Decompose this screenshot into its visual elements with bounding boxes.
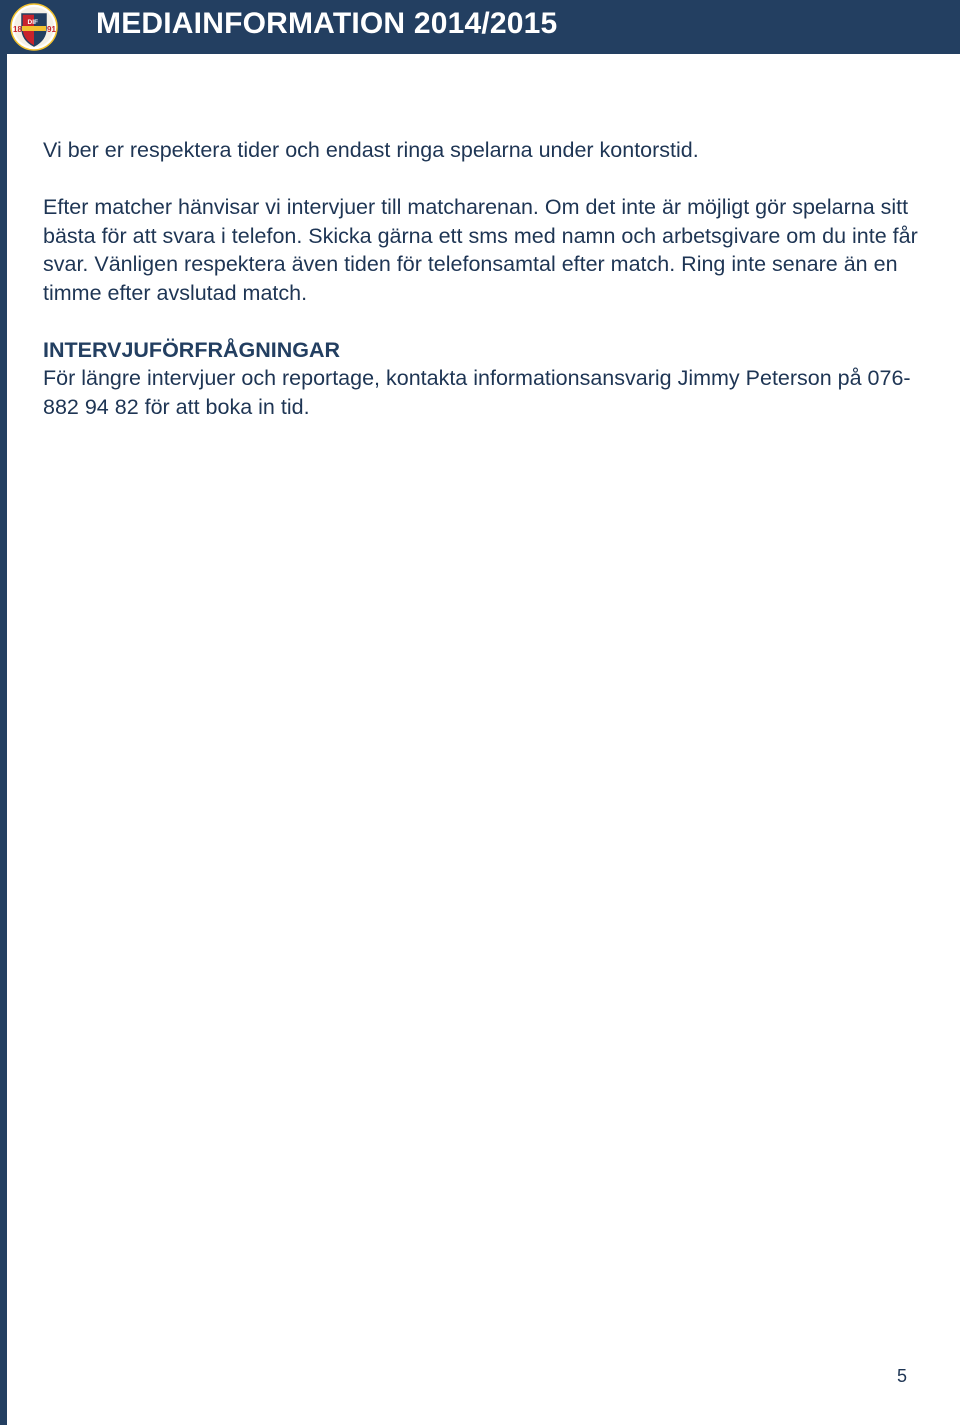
- logo-year-left: 18: [13, 25, 22, 34]
- main-content: [43, 136, 923, 450]
- page-title: MEDIAINFORMATION 2014/2015: [96, 7, 558, 40]
- section-text: För längre intervjuer och reportage, kontakta informationsansvarig Jimmy Peterson på 076-882 94 82 för att boka in tid.: [43, 366, 911, 419]
- club-logo-icon: [8, 2, 60, 52]
- left-rail: [0, 54, 7, 1425]
- paragraph-office-hours: Vi ber er respektera tider och endast ringa spelarna under kontorstid.: [43, 138, 699, 162]
- paragraph-after-match: Efter matcher hänvisar vi intervjuer till matcharenan. Om det inte är möjligt gör spelarna sitt bästa för att svara i telefon. Skicka gärna ett sms med namn och arbetsgivare om du inte får svar. Vänligen respektera även tiden för telefonsamtal efter match. Ring inte senare än en timme efter avslutad match.: [43, 195, 918, 305]
- page-number: 5: [897, 1366, 908, 1386]
- section-heading: INTERVJUFÖRFRÅGNINGAR: [43, 337, 341, 362]
- logo-text: DIF: [27, 19, 38, 26]
- logo-year-right: 91: [47, 25, 56, 34]
